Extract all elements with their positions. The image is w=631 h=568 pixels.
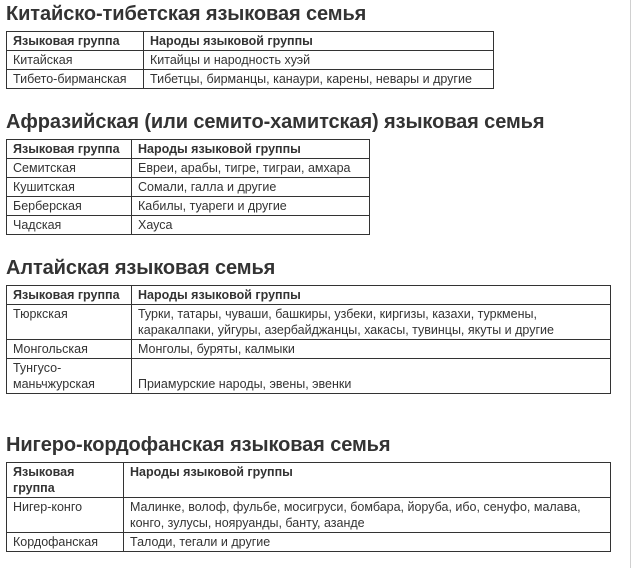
table-row <box>7 216 370 235</box>
table-row <box>7 340 611 359</box>
table-row <box>7 51 494 70</box>
languages-table <box>6 462 611 552</box>
section-title: Китайско-тибетская языковая семья <box>6 3 367 25</box>
section-title: Афразийская (или семито-хамитская) языковая семья <box>6 111 545 133</box>
column-header-peoples: Народы языковой группы <box>132 140 370 159</box>
group-cell: Тибето-бирманская <box>7 70 144 89</box>
table-header-row <box>7 286 611 305</box>
languages-table <box>6 139 370 235</box>
table-row <box>7 70 494 89</box>
table-header-row <box>7 463 611 498</box>
peoples-cell: Евреи, арабы, тигре, тиграи, амхара <box>132 159 370 178</box>
group-cell: Семитская <box>7 159 132 178</box>
section-title: Нигеро-кордофанская языковая семья <box>6 434 391 456</box>
table-row <box>7 178 370 197</box>
group-cell: Тюркская <box>7 305 132 340</box>
peoples-cell: Талоди, тегали и другие <box>124 533 611 552</box>
peoples-cell: Малинке, волоф, фульбе, мосигруси, бомбара, йоруба, ибо, сенуфо, малава, конго, зулусы, нояруанды, банту, азанде <box>124 498 611 533</box>
column-header-peoples: Народы языковой группы <box>124 463 611 498</box>
column-header-group: Языковая группа <box>7 32 144 51</box>
table-header-row <box>7 140 370 159</box>
table-row <box>7 359 611 394</box>
column-header-group: Языковая группа <box>7 286 132 305</box>
peoples-cell: Хауса <box>132 216 370 235</box>
peoples-cell: Кабилы, туареги и другие <box>132 197 370 216</box>
peoples-cell: Монголы, буряты, калмыки <box>132 340 611 359</box>
peoples-cell: Турки, татары, чуваши, башкиры, узбеки, киргизы, казахи, туркмены, каракалпаки, уйгуры, азербайджанцы, хакасы, тувинцы, якуты и другие <box>132 305 611 340</box>
group-cell: Тунгусо-маньчжурская <box>7 359 132 394</box>
section-sino-tibetan <box>6 3 494 89</box>
table-row <box>7 197 370 216</box>
group-cell: Китайская <box>7 51 144 70</box>
group-cell: Кордофанская <box>7 533 124 552</box>
group-cell: Монгольская <box>7 340 132 359</box>
column-header-peoples: Народы языковой группы <box>132 286 611 305</box>
section-title: Алтайская языковая семья <box>6 257 276 279</box>
group-cell: Берберская <box>7 197 132 216</box>
peoples-cell: Тибетцы, бирманцы, канаури, карены, невары и другие <box>144 70 494 89</box>
table-row <box>7 533 611 552</box>
peoples-cell: Сомали, галла и другие <box>132 178 370 197</box>
languages-table <box>6 31 494 89</box>
column-header-group: Языковая группа <box>7 140 132 159</box>
table-row <box>7 159 370 178</box>
group-cell: Кушитская <box>7 178 132 197</box>
column-header-peoples: Народы языковой группы <box>144 32 494 51</box>
section-niger-kordofanian <box>6 434 611 552</box>
table-row <box>7 305 611 340</box>
table-row <box>7 498 611 533</box>
section-altaic <box>6 257 611 394</box>
languages-table <box>6 285 611 394</box>
table-header-row <box>7 32 494 51</box>
section-afroasiatic <box>6 111 544 235</box>
group-cell: Нигер-конго <box>7 498 124 533</box>
peoples-cell: Приамурские народы, эвены, эвенки <box>132 359 611 394</box>
column-header-group: Языковая группа <box>7 463 124 498</box>
group-cell: Чадская <box>7 216 132 235</box>
peoples-cell: Китайцы и народность хуэй <box>144 51 494 70</box>
